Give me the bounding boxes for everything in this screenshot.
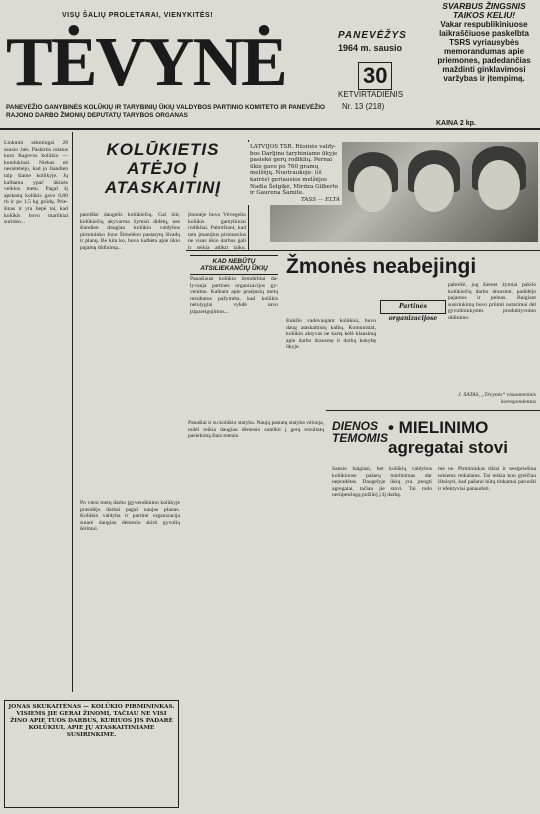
- price-label: KAINA 2 kp.: [436, 120, 476, 127]
- article1-col2: Įmonėje buvo Vėvegelio kolūkis gamybiniai rodikliai. Pabrėžiant, kad tam įmantįtus pirmuosius ne visas ūkio darbus gali ir reikia atlikti laiku.: [188, 212, 246, 250]
- article3-col1: Sausio baigiasi, bet kolūkių valdybos kolūkiuose pašarų mielinimas dar nepradėtas. Daugelyje ūkių yra įrengti agregatai, tačiau jie stovi. Tai rodo nerūpestingą požiūrį į šį darbą.: [332, 466, 432, 499]
- newspaper-title: TĖVYNĖ: [6, 24, 286, 101]
- article3-kicker: DIENOS TEMOMIS: [332, 419, 388, 445]
- article2-kicker: KAD NEBŪTŲ ATSILIEKANČIŲ ŪKIŲ: [190, 255, 278, 275]
- section-divider: [186, 250, 540, 251]
- promo-box: [430, 2, 538, 83]
- article3-headline: • MIELINIMO agregatai stovi: [388, 418, 508, 457]
- dateline-weekday: KETVIRTADIENIS: [338, 90, 404, 99]
- dateline: [338, 30, 430, 122]
- promo-heading: SVARBUS ŽINGSNIS TAIKOS KELIU!: [442, 1, 526, 20]
- article1-cont-col2: Panašiai ir su kolūkio statyba. Naujų pastatų statyba vėluoja, todėl reikia daugiau dėmesio sutelkti į gerų rezultatų pasiekimą šiais metais.: [188, 420, 324, 440]
- slogan: VISŲ ŠALIŲ PROLETARAI, VIENYKITĖS!: [62, 12, 214, 19]
- column-divider: [72, 132, 73, 692]
- dateline-date: 1964 m. sausio: [338, 43, 403, 53]
- dateline-day: 30: [358, 62, 392, 90]
- article2-signature: J. ŠATAS, „Tėvynės“ visuomeninis korespondentas: [458, 392, 536, 405]
- photo-caption: [248, 142, 342, 205]
- article1-headline: KOLŪKIETIS ATĖJO Į ATASKAITINĮ: [104, 140, 222, 197]
- article1-col1: pareiškė daugelis kolūkiečių. Gal būt, kolūkiečių akyvarma žymiai didėtų, nes šiandien daugiau kolūkio valdybos pirmininko Jono Šimelėno pastatytų išvadų ir planų. Be kita ko, buvo kalbėta apie ūkio pajamų didinimą...: [80, 212, 180, 251]
- photo-caption-text: LATVIJOS TSR. Rūsinės valdybos Darljino tarybiniame ūkyje pasiekė gerų rodiklių. Pernai ūkis gavo po 760 gramų melžėjų. Nuotraukoje: (iš kairės) geriausios melžėjos Nadia Šelgikė, Mirdza Gilberte ir Gaurena Šamite.: [250, 144, 339, 197]
- section-divider: [326, 410, 540, 411]
- article3-col2: mė ne. Pirmininkas tikisi ir nesipriešina tokiems reikalams. Tai reikia kuo greičiau ištaisyti, kad pašarai būtų tinkamai paruošti ir efektyviai panaudoti.: [438, 466, 536, 492]
- article2-headline: Žmonės neabejingi: [286, 255, 477, 278]
- article1-cont-col1: Po vieni metų darbo įgyvendinimo kolūkyje prasidėjo darbai pagal naujus planus. Kolūkio valdyba ir partinė organizacija sutarė daugiau dėmesio skirti gyvulių šėrimui.: [80, 500, 180, 533]
- article2-rubric: Partinės organizacijose: [380, 300, 446, 314]
- bottom-note: JONAS SKUKAITĖNAS — KOLŪKIO PIRMININKAS. VISIEMS JIE GERAI ŽINOMI, TAČIAU NE VISI ŽINO APIE TUOS DARBUS, KURIUOS JIS PADARĖ KOLŪKIUI, APIE JŲ ATASKAITINIAME SUSIRINKIME.: [4, 700, 179, 808]
- promo-text: Vakar respublikiniuose laikraščiuose paskelbta TSRS vyriausybės memorandumas apie priemones, padedančias maždinti ginklavimosi varžybas ir įtempimą.: [437, 20, 531, 83]
- masthead: [4, 10, 334, 120]
- article2-col2: šiukšlo vadovaujant kolūkiui, buvo daug ataskaitinių kalbų. Komunistai, kolūkio aktyvas ne kartą kėlė klausimą apie darbo drausmę ir darbų kokybę ūkyje.: [286, 318, 376, 351]
- left-column-text: Linkumi sėkmingai 28 sausio .bės. Paskirtis rolatus kuro Ragevos kolūkio — kundukinai. Niekas nė nesistebėjo, kad jo šiandien taip šiame kolūkyje. Jų kalbamu ypač ūkinės veiklos metu. Pagal šį apskaitą kolūkis gavo 0,80 rb ir po 1,5 kg grūdų. Priešinas ir yra liepė tai, kad kolūkis bovo marūkiai surinko...: [4, 140, 68, 226]
- masthead-divider: [0, 128, 540, 130]
- article2-col1: Panašiausi kolūkio žemdirbiai dalyvauja partinės organizacijos gyvenime. Kalbant apie praėjusių metų rezultatus pažymėta, kad kolūkis netolygiai vykdė savo įsipareigojimus...: [190, 276, 278, 315]
- publisher-line: PANEVĖŽIO GANYBINĖS KOLŪKIŲ IR TARYBINIŲ ŪKIŲ VALDYBOS PARTINIO KOMITETO IR PANEVĖŽIO RAJONO DARBO ŽMONIŲ DEPUTATŲ TARYBOS ORGANAS: [6, 104, 325, 119]
- photo-credit: TASS — ELTA: [301, 196, 340, 203]
- article2-col3: pabrėžė, jog šiemet žymiai pakilo kolūkiečių darbo drausmė, padidėjo pajamos ir pelnas. Baigiant susirinkimą buvo priimti nutarimai dėl gyvulininkystės produktyvumo didinimo.: [448, 282, 536, 321]
- dateline-city: PANEVĖŽYS: [338, 30, 407, 41]
- issue-number: Nr. 13 (218): [342, 102, 385, 111]
